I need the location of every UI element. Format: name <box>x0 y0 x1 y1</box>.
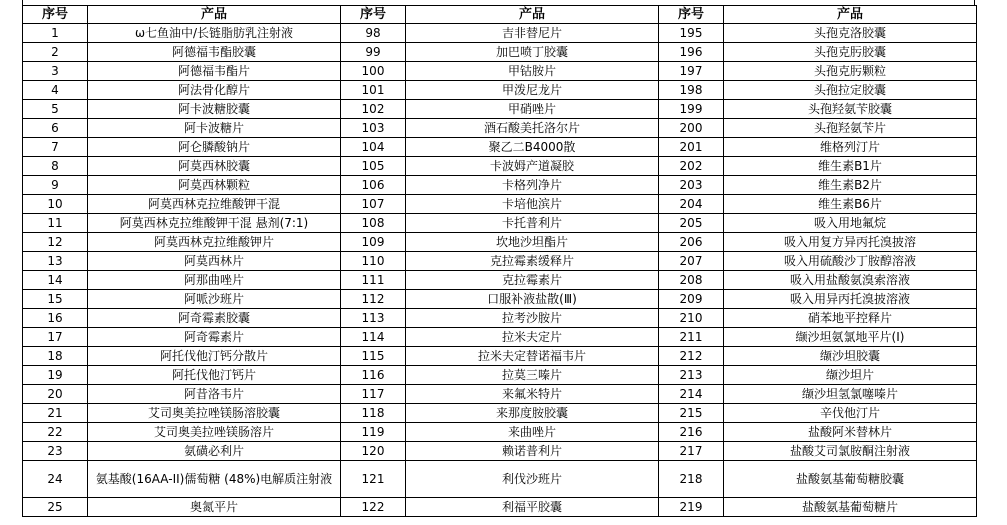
table-row <box>23 176 977 195</box>
serial-cell: 110 <box>341 252 406 271</box>
table-row <box>23 100 977 119</box>
product-cell: 吸入用复方异丙托溴披溶 <box>724 233 977 252</box>
header-product-3: 产品 <box>724 6 977 24</box>
serial-cell: 200 <box>659 119 724 138</box>
serial-cell: 105 <box>341 157 406 176</box>
serial-cell: 219 <box>659 498 724 517</box>
table-row <box>23 290 977 309</box>
product-cell: 聚乙二B4000散 <box>406 138 659 157</box>
serial-cell: 23 <box>23 442 88 461</box>
product-cell: 甲钴胺片 <box>406 62 659 81</box>
serial-cell: 195 <box>659 24 724 43</box>
serial-cell: 100 <box>341 62 406 81</box>
serial-cell: 104 <box>341 138 406 157</box>
serial-cell: 214 <box>659 385 724 404</box>
product-cell: 克拉霉素缓释片 <box>406 252 659 271</box>
table-row <box>23 214 977 233</box>
product-cell: 吉非替尼片 <box>406 24 659 43</box>
table-row <box>23 252 977 271</box>
serial-cell: 3 <box>23 62 88 81</box>
product-cell: 艾司奥美拉唑镁肠溶片 <box>88 423 341 442</box>
serial-cell: 24 <box>23 461 88 498</box>
table-row <box>23 385 977 404</box>
serial-cell: 99 <box>341 43 406 62</box>
table-row <box>23 498 977 517</box>
serial-cell: 121 <box>341 461 406 498</box>
product-cell: 卡波姆产道凝胶 <box>406 157 659 176</box>
product-cell: 阿托伐他汀钙分散片 <box>88 347 341 366</box>
product-cell: 缬沙坦氢氯噻嗪片 <box>724 385 977 404</box>
product-cell: 缬沙坦胶囊 <box>724 347 977 366</box>
serial-cell: 199 <box>659 100 724 119</box>
product-cell: 来氟米特片 <box>406 385 659 404</box>
product-cell: 阿仑膦酸钠片 <box>88 138 341 157</box>
serial-cell: 118 <box>341 404 406 423</box>
serial-cell: 15 <box>23 290 88 309</box>
product-cell: 阿莫西林片 <box>88 252 341 271</box>
serial-cell: 7 <box>23 138 88 157</box>
serial-cell: 203 <box>659 176 724 195</box>
product-cell: 拉米夫定片 <box>406 328 659 347</box>
serial-cell: 119 <box>341 423 406 442</box>
table-row <box>23 233 977 252</box>
serial-cell: 215 <box>659 404 724 423</box>
table-row <box>23 24 977 43</box>
serial-cell: 21 <box>23 404 88 423</box>
serial-cell: 12 <box>23 233 88 252</box>
serial-cell: 103 <box>341 119 406 138</box>
table-row <box>23 309 977 328</box>
product-cell: 吸入用地氟烷 <box>724 214 977 233</box>
serial-cell: 114 <box>341 328 406 347</box>
product-cell: 头孢克肟胶囊 <box>724 43 977 62</box>
serial-cell: 18 <box>23 347 88 366</box>
table-row <box>23 81 977 100</box>
product-cell: 缬沙坦片 <box>724 366 977 385</box>
table-row <box>23 347 977 366</box>
header-serial-3: 序号 <box>659 6 724 24</box>
serial-cell: 207 <box>659 252 724 271</box>
table-row <box>23 461 977 498</box>
product-cell: 克拉霉素片 <box>406 271 659 290</box>
serial-cell: 113 <box>341 309 406 328</box>
product-cell: 来那度胺胶囊 <box>406 404 659 423</box>
product-cell: 坎地沙坦酯片 <box>406 233 659 252</box>
product-cell: 卡托普利片 <box>406 214 659 233</box>
product-cell: 阿托伐他汀钙片 <box>88 366 341 385</box>
product-cell: 阿哌沙班片 <box>88 290 341 309</box>
product-cell: 奥氮平片 <box>88 498 341 517</box>
product-cell: 拉米夫定替诺福韦片 <box>406 347 659 366</box>
table-row <box>23 271 977 290</box>
product-cell: 艾司奥美拉唑镁肠溶胶囊 <box>88 404 341 423</box>
product-cell: 吸入用盐酸氨溴索溶液 <box>724 271 977 290</box>
product-cell: 氨基酸(16AA-II)儒萄糖 (48%)电解质注射液 <box>88 461 341 498</box>
product-cell: 头孢拉定胶囊 <box>724 81 977 100</box>
product-cell: 阿莫西林颗粒 <box>88 176 341 195</box>
serial-cell: 109 <box>341 233 406 252</box>
table-row <box>23 423 977 442</box>
product-cell: ω七鱼油中/长链脂肪乳注射液 <box>88 24 341 43</box>
serial-cell: 11 <box>23 214 88 233</box>
product-cell: 阿莫西林克拉维酸钾干混 <box>88 195 341 214</box>
serial-cell: 117 <box>341 385 406 404</box>
table-body <box>23 24 977 517</box>
serial-cell: 209 <box>659 290 724 309</box>
table-row <box>23 195 977 214</box>
serial-cell: 205 <box>659 214 724 233</box>
product-cell: 利福平胶囊 <box>406 498 659 517</box>
serial-cell: 122 <box>341 498 406 517</box>
serial-cell: 216 <box>659 423 724 442</box>
serial-cell: 9 <box>23 176 88 195</box>
product-cell: 甲硝唑片 <box>406 100 659 119</box>
serial-cell: 206 <box>659 233 724 252</box>
serial-cell: 16 <box>23 309 88 328</box>
serial-cell: 202 <box>659 157 724 176</box>
serial-cell: 208 <box>659 271 724 290</box>
serial-cell: 201 <box>659 138 724 157</box>
product-cell: 阿莫西林胶囊 <box>88 157 341 176</box>
serial-cell: 1 <box>23 24 88 43</box>
serial-cell: 217 <box>659 442 724 461</box>
product-cell: 吸入用异丙托溴披溶液 <box>724 290 977 309</box>
product-cell: 阿昔洛韦片 <box>88 385 341 404</box>
product-cell: 阿奇霉素胶囊 <box>88 309 341 328</box>
product-cell: 口服补液盐散(Ⅲ) <box>406 290 659 309</box>
product-cell: 维生素B2片 <box>724 176 977 195</box>
product-cell: 盐酸艾司氯胺酮注射液 <box>724 442 977 461</box>
product-cell: 酒石酸美托洛尔片 <box>406 119 659 138</box>
product-cell: 维生素B1片 <box>724 157 977 176</box>
serial-cell: 20 <box>23 385 88 404</box>
serial-cell: 211 <box>659 328 724 347</box>
table-row <box>23 404 977 423</box>
serial-cell: 2 <box>23 43 88 62</box>
product-cell: 来曲唑片 <box>406 423 659 442</box>
product-cell: 赖诺普利片 <box>406 442 659 461</box>
serial-cell: 210 <box>659 309 724 328</box>
product-cell: 头孢羟氨苄胶囊 <box>724 100 977 119</box>
serial-cell: 6 <box>23 119 88 138</box>
product-cell: 阿德福韦酯片 <box>88 62 341 81</box>
serial-cell: 10 <box>23 195 88 214</box>
serial-cell: 198 <box>659 81 724 100</box>
serial-cell: 25 <box>23 498 88 517</box>
product-cell: 阿莫西林克拉维酸钾片 <box>88 233 341 252</box>
table-row <box>23 157 977 176</box>
product-cell: 拉考沙胺片 <box>406 309 659 328</box>
header-row <box>23 6 977 24</box>
product-cell: 卡格列净片 <box>406 176 659 195</box>
product-cell: 甲泼尼龙片 <box>406 81 659 100</box>
table-row <box>23 366 977 385</box>
product-cell: 加巴喷丁胶囊 <box>406 43 659 62</box>
serial-cell: 106 <box>341 176 406 195</box>
product-cell: 硝苯地平控释片 <box>724 309 977 328</box>
product-cell: 阿卡波糖胶囊 <box>88 100 341 119</box>
table-row <box>23 442 977 461</box>
serial-cell: 98 <box>341 24 406 43</box>
serial-cell: 218 <box>659 461 724 498</box>
product-table <box>22 5 977 517</box>
serial-cell: 196 <box>659 43 724 62</box>
product-cell: 头孢羟氨苄片 <box>724 119 977 138</box>
table-row <box>23 43 977 62</box>
serial-cell: 13 <box>23 252 88 271</box>
serial-cell: 111 <box>341 271 406 290</box>
header-serial-2: 序号 <box>341 6 406 24</box>
serial-cell: 107 <box>341 195 406 214</box>
product-cell: 阿德福韦酯胶囊 <box>88 43 341 62</box>
product-cell: 阿莫西林克拉维酸钾干混 悬剂(7:1) <box>88 214 341 233</box>
product-cell: 盐酸氨基葡萄糖胶囊 <box>724 461 977 498</box>
serial-cell: 213 <box>659 366 724 385</box>
product-cell: 阿奇霉素片 <box>88 328 341 347</box>
serial-cell: 212 <box>659 347 724 366</box>
serial-cell: 102 <box>341 100 406 119</box>
serial-cell: 22 <box>23 423 88 442</box>
serial-cell: 14 <box>23 271 88 290</box>
serial-cell: 108 <box>341 214 406 233</box>
header-product-2: 产品 <box>406 6 659 24</box>
table-row <box>23 62 977 81</box>
product-cell: 辛伐他汀片 <box>724 404 977 423</box>
serial-cell: 204 <box>659 195 724 214</box>
serial-cell: 5 <box>23 100 88 119</box>
header-serial-1: 序号 <box>23 6 88 24</box>
serial-cell: 19 <box>23 366 88 385</box>
serial-cell: 112 <box>341 290 406 309</box>
serial-cell: 101 <box>341 81 406 100</box>
product-cell: 维生素B6片 <box>724 195 977 214</box>
product-cell: 吸入用硫酸沙丁胺醇溶液 <box>724 252 977 271</box>
serial-cell: 4 <box>23 81 88 100</box>
product-cell: 头孢克洛胶囊 <box>724 24 977 43</box>
serial-cell: 116 <box>341 366 406 385</box>
product-cell: 利伐沙班片 <box>406 461 659 498</box>
product-cell: 阿那曲唑片 <box>88 271 341 290</box>
serial-cell: 17 <box>23 328 88 347</box>
table-row <box>23 328 977 347</box>
product-cell: 维格列汀片 <box>724 138 977 157</box>
product-cell: 卡培他滨片 <box>406 195 659 214</box>
serial-cell: 197 <box>659 62 724 81</box>
serial-cell: 120 <box>341 442 406 461</box>
table-row <box>23 138 977 157</box>
product-cell: 氨磺必利片 <box>88 442 341 461</box>
product-cell: 缬沙坦氨氯地平片(Ⅰ) <box>724 328 977 347</box>
product-cell: 盐酸阿米替林片 <box>724 423 977 442</box>
product-cell: 盐酸氨基葡萄糖片 <box>724 498 977 517</box>
serial-cell: 8 <box>23 157 88 176</box>
header-product-1: 产品 <box>88 6 341 24</box>
serial-cell: 115 <box>341 347 406 366</box>
product-cell: 阿法骨化醇片 <box>88 81 341 100</box>
product-cell: 拉莫三嗪片 <box>406 366 659 385</box>
product-cell: 头孢克肟颗粒 <box>724 62 977 81</box>
table-row <box>23 119 977 138</box>
product-cell: 阿卡波糖片 <box>88 119 341 138</box>
